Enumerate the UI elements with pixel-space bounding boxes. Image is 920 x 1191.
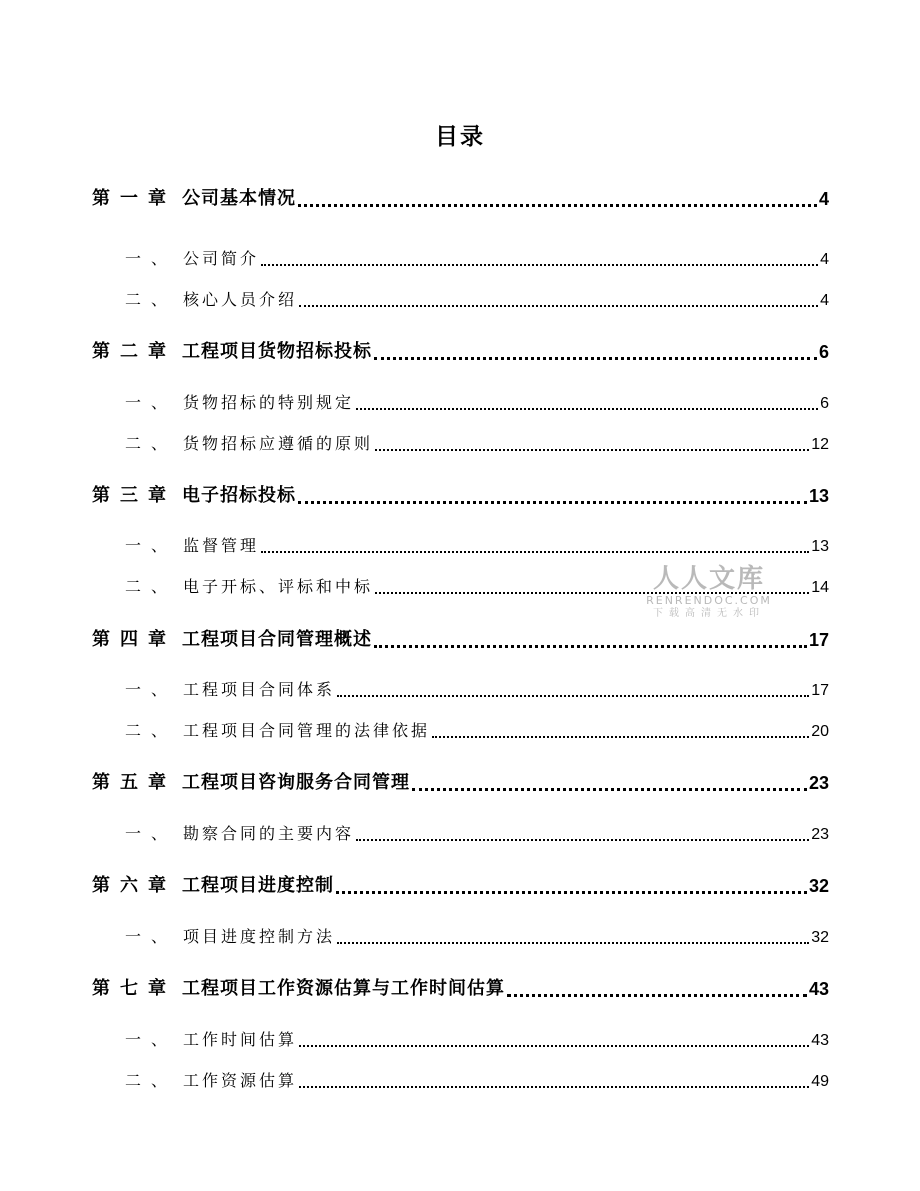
toc-number: 二、 xyxy=(125,721,178,740)
toc-label: 工程项目货物招标投标 xyxy=(182,341,372,362)
toc-label: 核心人员介绍 xyxy=(183,290,298,309)
watermark xyxy=(646,564,772,621)
toc-chapter-3[interactable] xyxy=(92,481,829,507)
toc-section-4-1[interactable] xyxy=(125,677,829,700)
toc-page-number: 23 xyxy=(811,826,829,843)
toc-page-number: 13 xyxy=(808,486,829,506)
watermark-logo: 人人文库 xyxy=(652,564,765,594)
toc-leader xyxy=(432,736,809,738)
toc-chapter-5[interactable] xyxy=(92,768,829,794)
toc-number: 第四章 xyxy=(92,629,176,650)
toc-section-4-2[interactable] xyxy=(125,718,829,741)
toc-leader xyxy=(507,994,807,997)
toc-label: 公司简介 xyxy=(183,249,260,268)
toc-label: 监督管理 xyxy=(183,536,260,555)
toc-section-1-1[interactable] xyxy=(125,246,829,269)
toc-section-7-1[interactable] xyxy=(125,1027,829,1050)
toc-page-number: 23 xyxy=(808,773,829,793)
toc-label: 工程项目进度控制 xyxy=(182,875,334,896)
toc-label: 项目进度控制方法 xyxy=(183,927,336,946)
toc-chapter-1[interactable] xyxy=(92,184,829,210)
toc-label: 电子开标、评标和中标 xyxy=(183,577,374,596)
toc-number: 一、 xyxy=(125,927,178,946)
toc-section-5-1[interactable] xyxy=(125,821,829,844)
toc-label: 工作资源估算 xyxy=(183,1071,298,1090)
toc-leader xyxy=(298,501,807,504)
toc-number: 第六章 xyxy=(92,875,176,896)
toc-leader xyxy=(299,1086,809,1088)
toc-leader xyxy=(375,449,809,451)
toc-label: 货物招标的特别规定 xyxy=(183,393,355,412)
toc-number: 二、 xyxy=(125,1071,178,1090)
toc-number: 一、 xyxy=(125,249,178,268)
toc-number: 第三章 xyxy=(92,485,176,506)
toc-page-number: 17 xyxy=(808,630,829,650)
toc-number: 二、 xyxy=(125,577,178,596)
toc-number: 二、 xyxy=(125,434,178,453)
toc-section-1-2[interactable] xyxy=(125,287,829,310)
watermark-slogan: 下载高清无水印 xyxy=(653,608,765,619)
toc-page-number: 32 xyxy=(811,929,829,946)
toc-leader xyxy=(299,1045,809,1047)
toc-label: 工作时间估算 xyxy=(183,1030,298,1049)
watermark-url: RENRENDOC.COM xyxy=(646,594,772,607)
toc-page-number: 4 xyxy=(820,251,829,268)
toc-number: 第七章 xyxy=(92,978,176,999)
toc-number: 第二章 xyxy=(92,341,176,362)
toc-leader xyxy=(261,551,809,553)
toc-chapter-4[interactable] xyxy=(92,625,829,651)
toc-section-7-2[interactable] xyxy=(125,1068,829,1091)
toc-leader xyxy=(298,204,817,207)
toc-page-number: 4 xyxy=(818,189,829,209)
toc-leader xyxy=(337,695,809,697)
toc-number: 第一章 xyxy=(92,188,176,209)
toc-label: 工程项目合同管理概述 xyxy=(182,629,372,650)
toc-leader xyxy=(337,942,809,944)
toc-page-number: 49 xyxy=(811,1073,829,1090)
toc-chapter-6[interactable] xyxy=(92,871,829,897)
toc-page-number: 17 xyxy=(811,682,829,699)
toc-page-number: 32 xyxy=(808,876,829,896)
toc-number: 一、 xyxy=(125,824,178,843)
toc-number: 第五章 xyxy=(92,772,176,793)
toc-page-number: 43 xyxy=(811,1032,829,1049)
toc-page-number: 43 xyxy=(808,979,829,999)
toc-page-number: 6 xyxy=(818,342,829,362)
toc-section-3-1[interactable] xyxy=(125,533,829,556)
toc-label: 工程项目咨询服务合同管理 xyxy=(182,772,410,793)
toc-label: 货物招标应遵循的原则 xyxy=(183,434,374,453)
toc-label: 电子招标投标 xyxy=(182,485,296,506)
toc-label: 公司基本情况 xyxy=(182,188,296,209)
toc-number: 一、 xyxy=(125,1030,178,1049)
toc-leader xyxy=(374,645,807,648)
toc-label: 工程项目合同体系 xyxy=(183,680,336,699)
toc-page-number: 13 xyxy=(811,538,829,555)
toc-leader xyxy=(356,839,809,841)
toc-number: 二、 xyxy=(125,290,178,309)
toc-chapter-7[interactable] xyxy=(92,974,829,1000)
toc-leader xyxy=(336,891,807,894)
toc-leader xyxy=(261,264,818,266)
toc-number: 一、 xyxy=(125,680,178,699)
toc-page-number: 14 xyxy=(811,579,829,596)
toc-label: 勘察合同的主要内容 xyxy=(183,824,355,843)
toc-page-number: 6 xyxy=(820,395,829,412)
toc-section-2-2[interactable] xyxy=(125,431,829,454)
toc-page-number: 20 xyxy=(811,723,829,740)
toc-chapter-2[interactable] xyxy=(92,337,829,363)
toc-leader xyxy=(356,408,818,410)
toc-section-2-1[interactable] xyxy=(125,390,829,413)
page-title: 目录 xyxy=(435,124,485,150)
toc-page-number: 12 xyxy=(811,436,829,453)
toc-number: 一、 xyxy=(125,393,178,412)
toc-label: 工程项目合同管理的法律依据 xyxy=(183,721,431,740)
toc-number: 一、 xyxy=(125,536,178,555)
toc-section-6-1[interactable] xyxy=(125,924,829,947)
toc-leader xyxy=(412,788,807,791)
toc-leader xyxy=(374,357,817,360)
toc-page-number: 4 xyxy=(820,292,829,309)
toc-label: 工程项目工作资源估算与工作时间估算 xyxy=(182,978,505,999)
toc-leader xyxy=(299,305,818,307)
